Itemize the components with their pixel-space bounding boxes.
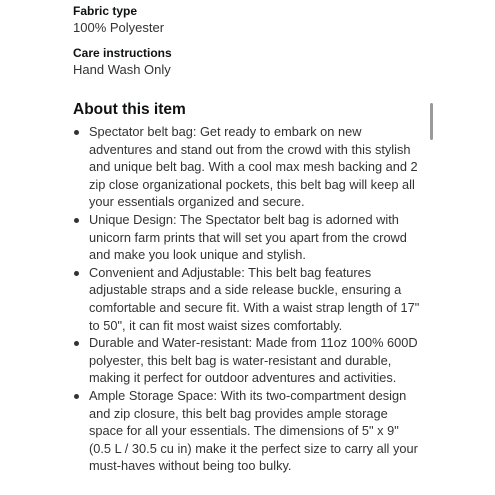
bullet-text: Spectator belt bag: Get ready to embark on new adventures and stand out from the crowd with this stylish and unique belt bag. With a cool max mesh backing and 2 zip close organizational pockets, this belt bag will keep all your essentials organized and secure. [89, 124, 418, 210]
fabric-type-value: 100% Polyester [73, 20, 165, 35]
list-item [73, 123, 423, 211]
list-item [73, 264, 423, 334]
bullet-text: Ample Storage Space: With its two-compartment design and zip closure, this belt bag provides ample storage space for all your essentials. The dimensions of 5" x 9" (0.5 L / 30.5 cu in) make it the perfect size to carry all your must-haves without being too bulky. [89, 387, 418, 474]
about-bullet-list [73, 123, 423, 475]
list-item [73, 211, 423, 264]
fabric-type-label: Fabric type [73, 4, 138, 18]
bullet-text: Convenient and Adjustable: This belt bag features adjustable straps and a side release buckle, ensuring a comfortable and secure fit. With a waist strap length of 17" to 50", it can fit most waist sizes comfortably. [89, 264, 420, 333]
about-this-item-heading: About this item [73, 101, 186, 118]
bullet-text: Unique Design: The Spectator belt bag is adorned with unicorn farm prints that will set you apart from the crowd and make you look unique and stylish. [89, 211, 407, 263]
scrollbar-thumb[interactable] [430, 103, 433, 140]
care-instructions-label: Care instructions [73, 46, 172, 60]
list-item [73, 387, 423, 475]
list-item [73, 334, 423, 387]
bullet-text: Durable and Water-resistant: Made from 11oz 100% 600D polyester, this belt bag is water-resistant and durable, making it perfect for outdoor adventures and activities. [89, 335, 418, 386]
care-instructions-value: Hand Wash Only [73, 62, 171, 77]
